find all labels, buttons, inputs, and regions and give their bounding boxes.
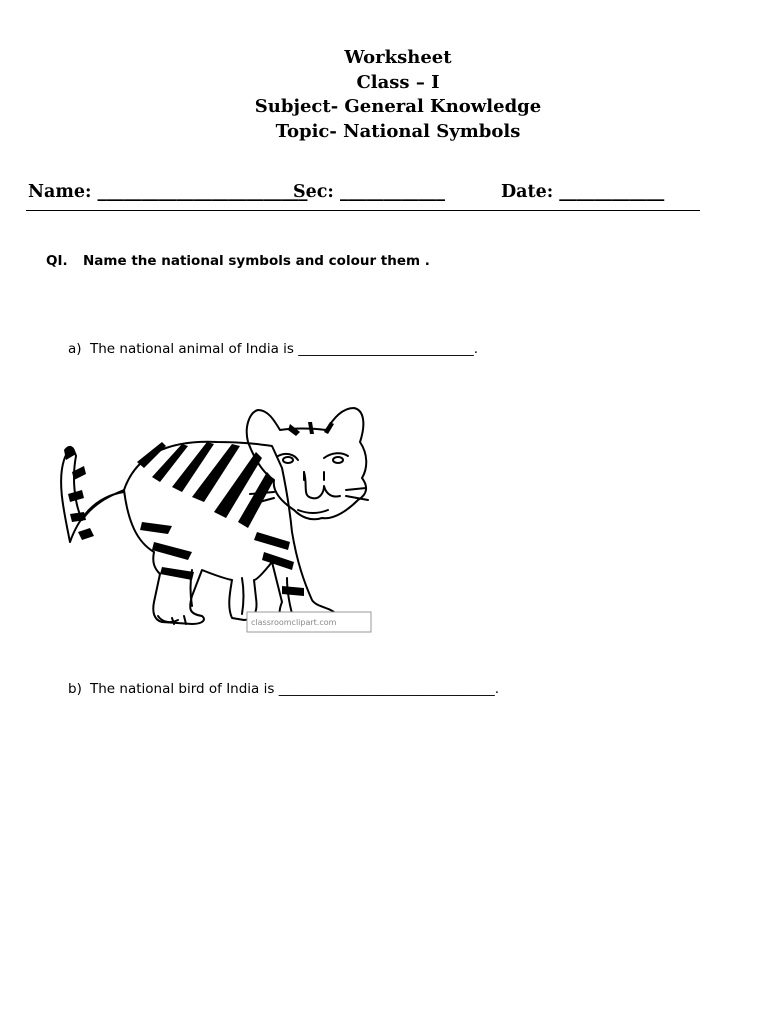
topic-line: Topic- National Symbols bbox=[275, 120, 521, 142]
divider-line bbox=[26, 210, 700, 211]
item-letter: a) bbox=[68, 341, 82, 357]
date-field: Date: ____________ bbox=[501, 182, 665, 202]
item-text: The national bird of India is ________________________________. bbox=[90, 681, 499, 697]
question-number: QI. bbox=[46, 253, 68, 269]
question-text: Name the national symbols and colour them . bbox=[83, 253, 430, 269]
tiger-drawing bbox=[42, 402, 372, 634]
item-letter: b) bbox=[68, 681, 82, 697]
name-field: Name: ________________________ bbox=[28, 182, 308, 202]
watermark-text: classroomclipart.com bbox=[251, 618, 337, 627]
section-field: Sec: ____________ bbox=[293, 182, 445, 202]
worksheet-title: Worksheet bbox=[344, 47, 452, 68]
subject-line: Subject- General Knowledge bbox=[254, 96, 542, 117]
watermark bbox=[247, 612, 371, 632]
worksheet-header bbox=[0, 46, 768, 144]
item-text: The national animal of India is __________________________. bbox=[90, 341, 479, 357]
class-line: Class – I bbox=[356, 71, 440, 93]
